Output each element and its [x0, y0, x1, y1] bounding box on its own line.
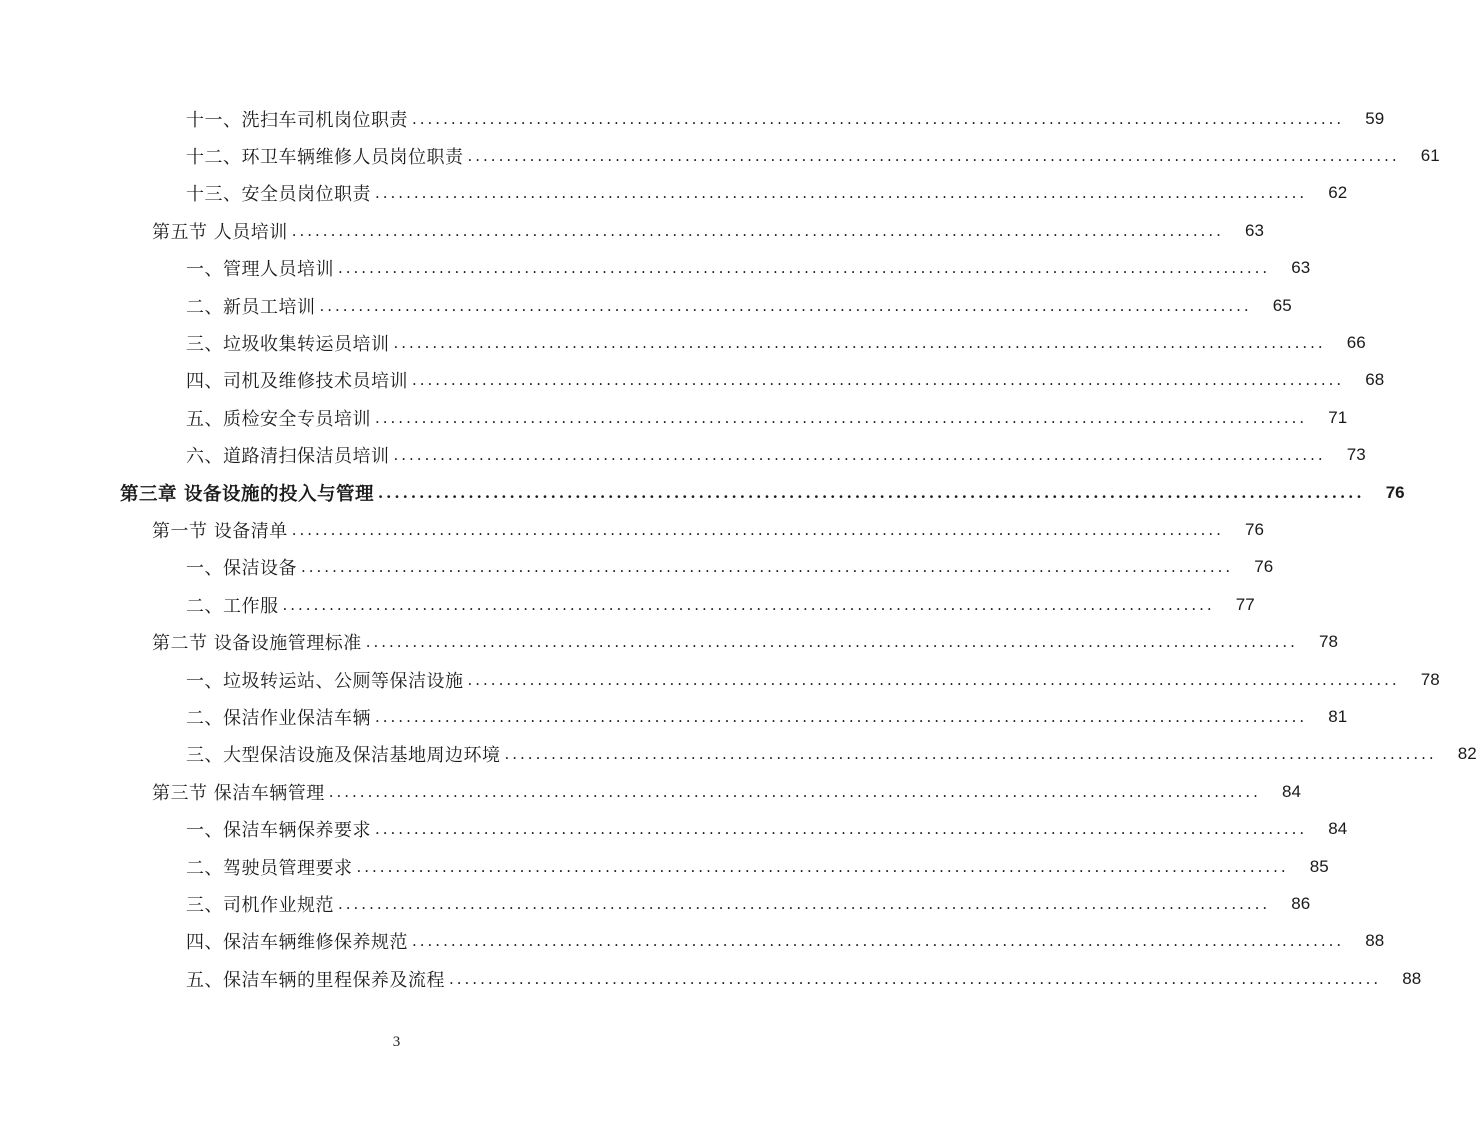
toc-entry-page: 66: [1346, 333, 1366, 353]
toc-entry[interactable]: [0, 549, 1274, 586]
toc-entry-page: 78: [1318, 632, 1338, 652]
toc-entry-title: 第五节 人员培训: [152, 221, 288, 243]
toc-entry[interactable]: [0, 362, 1385, 399]
toc-entry-title: 二、保洁作业保洁车辆: [186, 707, 371, 729]
toc-entry-title: 十三、安全员岗位职责: [186, 184, 371, 206]
toc-entry[interactable]: [0, 324, 1366, 361]
toc-entry-title: 第二节 设备设施管理标准: [152, 633, 362, 655]
toc-entry[interactable]: [0, 137, 1440, 174]
toc-entry-page: 73: [1346, 445, 1366, 465]
toc-dot-leader: ........................................................................................................................: [319, 296, 1252, 315]
toc-dot-leader: ........................................................................................................................: [393, 334, 1326, 353]
toc-dot-leader: ........................................................................................................................: [375, 707, 1308, 726]
toc-dot-leader: ........................................................................................................................: [412, 932, 1345, 951]
toc-entry[interactable]: [0, 810, 1348, 847]
toc-entry-page: 84: [1281, 781, 1301, 801]
toc-entry-title: 十二、环卫车辆维修人员岗位职责: [186, 147, 464, 169]
toc-entry-page: 76: [1385, 482, 1405, 502]
toc-dot-leader: ........................................................................................................................: [412, 371, 1345, 390]
toc-entry-page: 68: [1365, 370, 1385, 390]
toc-entry-title: 十一、洗扫车司机岗位职责: [186, 109, 408, 131]
toc-entry-title: 三、垃圾收集转运员培训: [186, 334, 390, 356]
toc-entry[interactable]: [0, 437, 1366, 474]
toc-dot-leader: ........................................................................................................................: [375, 184, 1308, 203]
toc-dot-leader: ........................................................................................................................: [412, 109, 1345, 128]
toc-entry[interactable]: [0, 511, 1264, 548]
toc-entry-page: 88: [1365, 931, 1385, 951]
toc-entry-title: 四、保洁车辆维修保养规范: [186, 932, 408, 954]
toc-entry[interactable]: [0, 100, 1385, 137]
toc-dot-leader: ........................................................................................................................: [449, 969, 1382, 988]
toc-entry-title: 四、司机及维修技术员培训: [186, 371, 408, 393]
toc-entry-page: 77: [1235, 594, 1255, 614]
toc-entry[interactable]: [0, 399, 1348, 436]
toc-entry-title: 一、保洁车辆保养要求: [186, 820, 371, 842]
toc-entry-title: 三、司机作业规范: [186, 894, 334, 916]
toc-entry-page: 65: [1272, 295, 1292, 315]
toc-entry-page: 81: [1328, 706, 1348, 726]
toc-entry[interactable]: [0, 848, 1329, 885]
toc-entry[interactable]: [0, 175, 1348, 212]
toc-dot-leader: ........................................................................................................................: [504, 745, 1437, 764]
toc-dot-leader: ........................................................................................................................: [301, 558, 1234, 577]
toc-entry-page: 63: [1244, 220, 1264, 240]
toc-entry-title: 三、大型保洁设施及保洁基地周边环境: [186, 745, 501, 767]
toc-entry[interactable]: [0, 212, 1264, 249]
toc-entry-title: 一、垃圾转运站、公厕等保洁设施: [186, 670, 464, 692]
toc-entry[interactable]: [0, 960, 1422, 997]
toc-dot-leader: ........................................................................................................................: [356, 857, 1289, 876]
toc-entry-page: 88: [1402, 968, 1422, 988]
toc-entry-page: 62: [1328, 183, 1348, 203]
toc-entry-title: 一、保洁设备: [186, 558, 297, 580]
toc-entry-page: 76: [1254, 557, 1274, 577]
toc-dot-leader: ........................................................................................................................: [375, 820, 1308, 839]
toc-entry[interactable]: [0, 287, 1292, 324]
toc-entry[interactable]: [0, 736, 1477, 773]
toc-entry-title: 六、道路清扫保洁员培训: [186, 446, 390, 468]
toc-entry-page: 82: [1457, 744, 1477, 764]
toc-entry-page: 78: [1420, 669, 1440, 689]
toc-dot-leader: ........................................................................................................................: [467, 670, 1400, 689]
toc-dot-leader: ........................................................................................................................: [375, 408, 1308, 427]
toc-entry-page: 84: [1328, 819, 1348, 839]
toc-entry-page: 86: [1291, 893, 1311, 913]
toc-entry[interactable]: [0, 623, 1338, 660]
toc-dot-leader: ........................................................................................................................: [282, 595, 1215, 614]
toc-dot-leader: ........................................................................................................................: [393, 446, 1326, 465]
toc-entry-page: 85: [1309, 856, 1329, 876]
toc-entry-page: 71: [1328, 407, 1348, 427]
toc-entry-title: 二、工作服: [186, 595, 279, 617]
toc-entry[interactable]: [0, 885, 1311, 922]
toc-entry[interactable]: [0, 474, 1405, 511]
toc-entry[interactable]: [0, 923, 1385, 960]
toc-entry[interactable]: [0, 661, 1440, 698]
toc-entry[interactable]: [0, 698, 1348, 735]
toc-entry-title: 第一节 设备清单: [152, 520, 288, 542]
toc-entry-title: 二、新员工培训: [186, 296, 316, 318]
toc-dot-leader: ........................................................................................................................: [291, 221, 1224, 240]
toc-dot-leader: ........................................................................................................................: [328, 782, 1261, 801]
toc-entry[interactable]: [0, 586, 1255, 623]
toc-entry-page: 59: [1365, 108, 1385, 128]
toc-dot-leader: ........................................................................................................................: [338, 894, 1271, 913]
toc-entry[interactable]: [0, 250, 1311, 287]
toc-dot-leader: ........................................................................................................................: [467, 147, 1400, 166]
toc-dot-leader: ........................................................................................................................: [291, 520, 1224, 539]
toc-entry-page: 76: [1244, 519, 1264, 539]
toc-entry-title: 五、保洁车辆的里程保养及流程: [186, 969, 445, 991]
toc-entry-title: 二、驾驶员管理要求: [186, 857, 353, 879]
toc-dot-leader: ........................................................................................................................: [377, 483, 1365, 502]
toc-entry-title: 一、管理人员培训: [186, 259, 334, 281]
toc-entry-page: 63: [1291, 258, 1311, 278]
toc-entry-page: 61: [1420, 146, 1440, 166]
toc-entry-title: 五、质检安全专员培训: [186, 408, 371, 430]
toc-entry-title: 第三章 设备设施的投入与管理: [120, 483, 374, 505]
table-of-contents: [0, 100, 1477, 997]
page-number: 3: [392, 1034, 401, 1050]
toc-dot-leader: ........................................................................................................................: [338, 259, 1271, 278]
toc-entry[interactable]: [0, 773, 1301, 810]
toc-entry-title: 第三节 保洁车辆管理: [152, 782, 325, 804]
toc-dot-leader: ........................................................................................................................: [365, 633, 1298, 652]
